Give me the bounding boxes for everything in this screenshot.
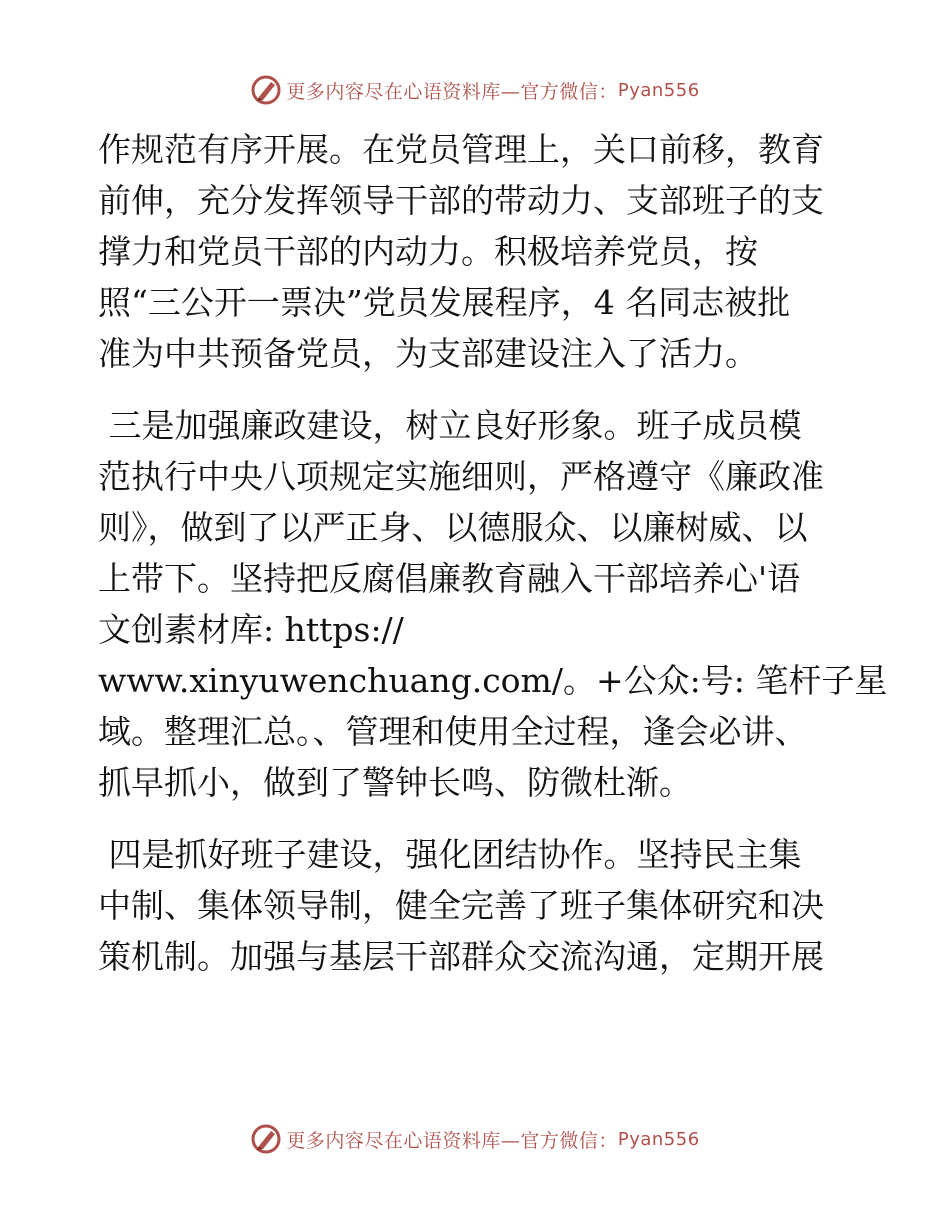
paragraph-3: [98, 829, 858, 982]
text-line: 文创素材库: https://: [98, 610, 404, 649]
footer-wechat-id: Pyan556: [617, 1128, 700, 1150]
text-line: 域。整理汇总。、管理和使用全过程，逢会必讲、: [98, 712, 808, 751]
text-line: 撑力和党员干部的内动力。积极培养党员，按: [98, 232, 758, 271]
text-line: 准为中共预备党员，为支部建设注入了活力。: [98, 334, 758, 373]
text-line: www.xinyuwenchuang.com/。+公众:号: 笔杆子星: [98, 661, 888, 700]
footer-banner-text: 更多内容尽在心语资料库—官方微信：: [286, 1129, 618, 1152]
paragraph-2: [98, 400, 888, 808]
header-wechat-id: Pyan556: [617, 79, 700, 101]
paragraph-gap: [98, 808, 858, 829]
text-line: 抓早抓小，做到了警钟长鸣、防微杜渐。: [98, 763, 692, 802]
header-banner-text: 更多内容尽在心语资料库—官方微信：: [286, 80, 618, 103]
paragraph-gap: [98, 379, 858, 400]
footer-banner: [0, 1119, 950, 1159]
text-line: 中制、集体领导制，健全完善了班子集体研究和决: [98, 886, 824, 925]
text-line: 范执行中央八项规定实施细则，严格遵守《廉政准: [98, 457, 824, 496]
document-body: [98, 124, 888, 982]
pen-logo-icon: [250, 74, 282, 106]
text-line: 三是加强廉政建设，树立良好形象。班子成员模: [98, 406, 802, 445]
text-line: 则》，做到了以严正身、以德服众、以廉树威、以: [98, 508, 808, 547]
header-banner: [0, 70, 950, 110]
paragraph-1: [98, 124, 858, 379]
text-line: 四是抓好班子建设，强化团结协作。坚持民主集: [98, 835, 802, 874]
text-line: 前伸，充分发挥领导干部的带动力、支部班子的支: [98, 181, 824, 220]
pen-logo-icon: [250, 1123, 282, 1155]
text-line: 作规范有序开展。在党员管理上，关口前移，教育: [98, 130, 824, 169]
text-line: 策机制。加强与基层干部群众交流沟通，定期开展: [98, 937, 824, 976]
text-line: 上带下。坚持把反腐倡廉教育融入干部培养心'语: [98, 559, 801, 598]
text-line: 照“三公开一票决”党员发展程序，4 名同志被批: [98, 283, 791, 322]
